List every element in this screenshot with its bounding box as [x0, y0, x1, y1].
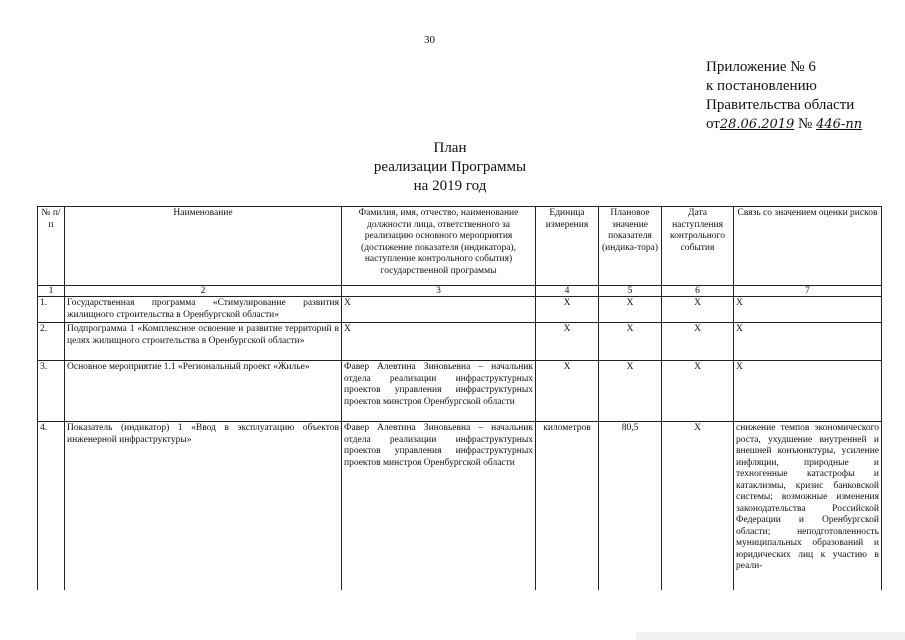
- header-num: № п/п: [38, 207, 65, 286]
- plan-table: [37, 206, 882, 590]
- handwritten-number: 446-пп: [816, 117, 863, 132]
- row-name: Показатель (индикатор) 1 «Ввод в эксплуатацию объектов инженерной инфраструктуры»: [65, 422, 342, 590]
- appendix-line3: Правительства области: [706, 97, 855, 113]
- row-risks: X: [734, 323, 882, 361]
- title-line3: на 2019 год: [413, 178, 487, 194]
- scan-edge-shade: [636, 632, 905, 640]
- row-planned: 80,5: [599, 422, 662, 590]
- row-unit: X: [536, 323, 599, 361]
- col-number: 2: [65, 286, 342, 297]
- header-name: Наименование: [65, 207, 342, 286]
- row-risks: X: [734, 361, 882, 422]
- col-number: 3: [342, 286, 536, 297]
- row-planned: X: [599, 323, 662, 361]
- header-risks: Связь со значением оценки рисков: [734, 207, 882, 286]
- appendix-line1: Приложение № 6: [706, 59, 816, 75]
- number-prefix: №: [794, 116, 817, 132]
- row-number: 2.: [38, 323, 65, 361]
- row-planned: X: [599, 297, 662, 323]
- row-number: 3.: [38, 361, 65, 422]
- appendix-date-line: [706, 115, 862, 134]
- col-number: 7: [734, 286, 882, 297]
- table-row: [38, 361, 882, 422]
- header-planned: Плановое значение показателя (индика-тора): [599, 207, 662, 286]
- row-date: X: [662, 323, 734, 361]
- row-date: X: [662, 361, 734, 422]
- row-responsible: X: [342, 297, 536, 323]
- title-line1: План: [433, 140, 467, 156]
- table-row: [38, 297, 882, 323]
- row-unit: X: [536, 361, 599, 422]
- appendix-line2: к постановлению: [706, 78, 817, 94]
- header-row: [38, 207, 882, 286]
- row-responsible: Фавер Алевтина Зиновьевна – начальник отдела реализации инфраструктурных проектов управления инфраструктурных проектов минстроя Оренбургской области: [342, 422, 536, 590]
- column-number-row: [38, 286, 882, 297]
- col-number: 4: [536, 286, 599, 297]
- row-risks: X: [734, 297, 882, 323]
- title-line2: реализации Программы: [373, 159, 527, 175]
- header-responsible: Фамилия, имя, отчество, наименование должности лица, ответственного за реализацию основного мероприятия (достижение показателя (индикатора), наступление контрольного события) государственной программы: [342, 207, 536, 286]
- row-risks: снижение темпов экономического роста, ухудшение внутренней и внешней конъюнктуры, усиление инфляции, природные и техногенные катастрофы и катаклизмы, кризис банковской системы; возможные изменения законодательства Российской Федерации и Оренбургской области; неподготовленность муниципальных образований и юридических лиц к участию в реали-: [734, 422, 882, 590]
- handwritten-date: 28.06.2019: [719, 117, 795, 132]
- appendix-block: [706, 58, 862, 134]
- table-row: [38, 323, 882, 361]
- header-date: Дата наступления контрольного события: [662, 207, 734, 286]
- header-unit: Единица измерения: [536, 207, 599, 286]
- row-responsible: X: [342, 323, 536, 361]
- row-date: X: [662, 422, 734, 590]
- table-row: [38, 422, 882, 590]
- row-unit: X: [536, 297, 599, 323]
- page-number: 30: [424, 34, 435, 46]
- row-name: Подпрограмма 1 «Комплексное освоение и развитие территорий в целях жилищного строительства в Оренбургской области»: [65, 323, 342, 361]
- row-number: 4.: [38, 422, 65, 590]
- col-number: 1: [38, 286, 65, 297]
- row-date: X: [662, 297, 734, 323]
- row-name: Государственная программа «Стимулирование развития жилищного строительства в Оренбургской области»: [65, 297, 342, 323]
- document-title: [300, 139, 600, 196]
- col-number: 5: [599, 286, 662, 297]
- row-unit: километров: [536, 422, 599, 590]
- date-prefix: от: [706, 116, 720, 132]
- row-number: 1.: [38, 297, 65, 323]
- row-planned: X: [599, 361, 662, 422]
- row-name: Основное мероприятие 1.1 «Региональный проект «Жилье»: [65, 361, 342, 422]
- row-responsible: Фавер Алевтина Зиновьевна – начальник отдела реализации инфраструктурных проектов управления инфраструктурных проектов минстроя Оренбургской области: [342, 361, 536, 422]
- col-number: 6: [662, 286, 734, 297]
